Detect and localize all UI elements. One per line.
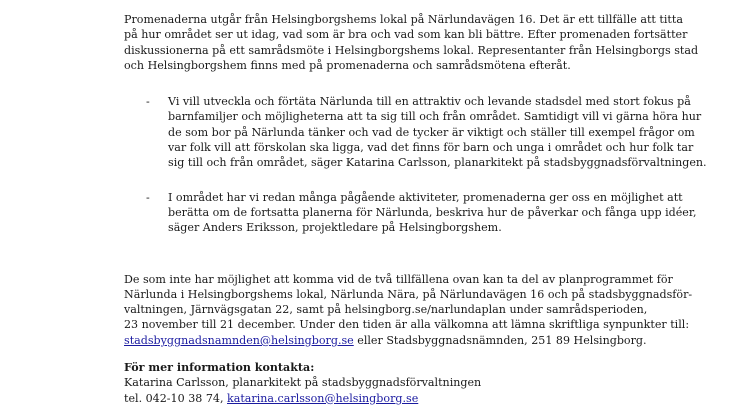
quote-list <box>124 94 707 235</box>
text-line: på hur området ser ut idag, vad som är bra och vad som kan bli bättre. Efter promenaden fortsätter <box>124 28 688 42</box>
quote-item <box>124 94 707 170</box>
text-line: och Helsingborgshem finns med på promenaderna och samrådsmötena efteråt. <box>124 58 571 72</box>
text-line: Promenaderna utgår från Helsingborgshems lokal på Närlundavägen 16. Det är ett tillfälle att titta <box>124 13 683 26</box>
contact-name: Katarina Carlsson, planarkitekt på stadsbyggnadsförvaltningen <box>124 376 482 390</box>
dash-bullet: - <box>146 190 150 204</box>
text-line: berätta om de fortsatta planerna för Närlunda, beskriva hur de påverkar och fånga upp idéer, <box>168 205 697 219</box>
text-line: diskussionerna på ett samrådsmöte i Helsingborgshems lokal. Representanter från Helsingborgs stad <box>124 43 699 57</box>
email-link-katarina[interactable]: katarina.carlsson@helsingborg.se <box>227 391 419 405</box>
phone-text: tel. 042-10 38 74, <box>124 391 228 405</box>
text-line: De som inte har möjlighet att komma vid de två tillfällena ovan kan ta del av planprogrammet för <box>124 272 673 286</box>
text-line <box>124 333 647 348</box>
text-line: valtningen, Järnvägsgatan 22, samt på helsingborg.se/narlundaplan under samrådsperioden, <box>124 303 648 317</box>
document-body <box>124 12 707 406</box>
text-line: sig till och från området, säger Katarina Carlsson, planarkitekt på stadsbyggnadsförvaltningen. <box>168 156 707 170</box>
address-text: eller Stadsbyggnadsnämnden, 251 89 Helsingborg. <box>353 333 647 347</box>
text-line: 23 november till 21 december. Under den tiden är alla välkomna att lämna skriftliga synpunkter till: <box>124 318 690 332</box>
text-line: Vi vill utveckla och förtäta Närlunda till en attraktiv och levande stadsdel med stort fokus på <box>168 95 691 109</box>
dash-bullet: - <box>146 95 150 109</box>
quote-item <box>124 190 697 236</box>
contact-phone-line <box>124 391 644 406</box>
contact-heading: För mer information kontakta: <box>124 361 315 375</box>
text-line: barnfamiljer och möjligheterna att ta sig till och från området. Samtidigt vill vi gärna höra hur <box>168 110 702 124</box>
intro-paragraph <box>124 12 699 73</box>
text-line: I området har vi redan många pågående aktiviteter, promenaderna ger oss en möjlighet att <box>168 190 683 204</box>
text-line: de som bor på Närlunda tänker och vad de tycker är viktigt och ställer till exempel frågor om <box>168 125 695 139</box>
email-link-stadsbyggnadsnamnden[interactable]: stadsbyggnadsnamnden@helsingborg.se <box>124 333 354 347</box>
text-line: var folk vill att förskolan ska ligga, vad det finns för barn och unga i området och hur folk tar <box>168 141 694 155</box>
text-line: Närlunda i Helsingborgshems lokal, Närlunda Nära, på Närlundavägen 16 och på stadsbyggnadsför- <box>124 287 693 301</box>
info-paragraph <box>124 272 693 348</box>
contact-section <box>124 360 644 406</box>
text-line: säger Anders Eriksson, projektledare på Helsingborgshem. <box>168 221 502 235</box>
